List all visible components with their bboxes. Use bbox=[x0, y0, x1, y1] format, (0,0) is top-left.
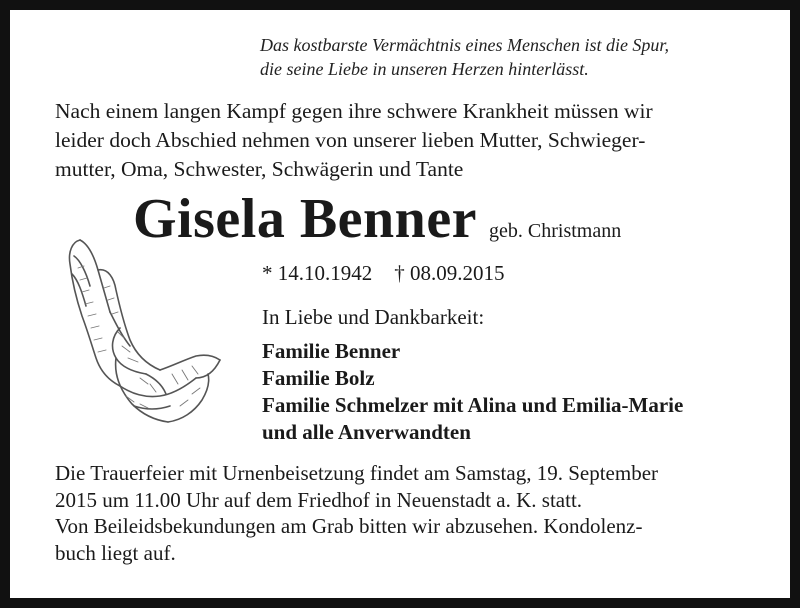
family-list bbox=[262, 338, 683, 446]
intro-line: leider doch Abschied nehmen von unserer lieben Mutter, Schwieger- bbox=[55, 128, 646, 152]
intro-line: mutter, Oma, Schwester, Schwägerin und Tante bbox=[55, 157, 464, 181]
ceremony-line: 2015 um 11.00 Uhr auf dem Friedhof in Neuenstadt a. K. statt. bbox=[55, 487, 583, 512]
motto-quote bbox=[260, 33, 760, 81]
motto-line: Das kostbarste Vermächtnis eines Menschen ist die Spur, bbox=[260, 35, 669, 55]
ceremony-line: Von Beileidsbekundungen am Grab bitten wir abzusehen. Kondolenz- bbox=[55, 514, 643, 538]
ceremony-info bbox=[55, 460, 755, 566]
intro-text bbox=[55, 97, 755, 184]
maiden-name: geb. Christmann bbox=[489, 220, 622, 242]
deceased-name: Gisela Benner bbox=[133, 188, 478, 250]
family-entry: Familie Schmelzer mit Alina und Emilia-Marie bbox=[262, 393, 684, 417]
life-dates bbox=[262, 259, 505, 287]
family-entry: und alle Anverwandten bbox=[262, 420, 471, 444]
intro-line: Nach einem langen Kampf gegen ihre schwere Krankheit müssen wir bbox=[55, 99, 653, 123]
family-entry: Familie Benner bbox=[262, 339, 401, 363]
death-date: † 08.09.2015 bbox=[394, 261, 505, 285]
praying-hands-icon bbox=[50, 228, 225, 428]
motto-line: die seine Liebe in unseren Herzen hinterlässt. bbox=[260, 59, 589, 79]
ceremony-line: Die Trauerfeier mit Urnenbeisetzung findet am Samstag, 19. September bbox=[55, 461, 659, 485]
ceremony-line: buch liegt auf. bbox=[55, 540, 176, 565]
birth-date: * 14.10.1942 bbox=[262, 261, 373, 285]
family-entry: Familie Bolz bbox=[262, 366, 375, 390]
thanks-heading: In Liebe und Dankbarkeit: bbox=[262, 305, 485, 329]
